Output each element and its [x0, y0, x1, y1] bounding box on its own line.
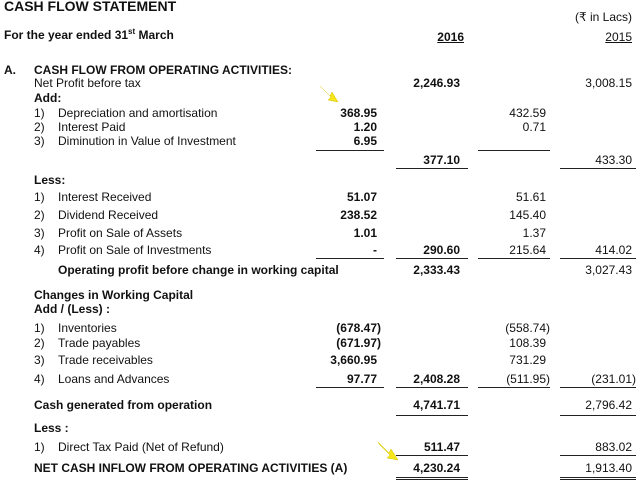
add-item-2016: 6.95 — [353, 134, 377, 148]
wc-item-num: 4) — [34, 372, 45, 386]
net-profit-2015: 3,008.15 — [585, 76, 632, 90]
arrow-shape — [378, 442, 398, 460]
less-item-2015: 51.61 — [515, 190, 546, 204]
section-title: CASH FLOW FROM OPERATING ACTIVITIES: — [34, 63, 292, 77]
wc-item-2015: (558.74) — [505, 321, 550, 335]
net-cash-2016: 4,230.24 — [413, 461, 460, 475]
op-profit-label: Operating profit before change in working capital — [58, 263, 339, 277]
less-total-2016: 290.60 — [423, 243, 460, 257]
wc-item-2016: 97.77 — [346, 372, 377, 386]
wc-item-label: Trade payables — [58, 336, 141, 350]
add-item-label: Interest Paid — [58, 120, 126, 134]
wc-item-label: Inventories — [58, 321, 117, 335]
less-item-2015: 145.40 — [509, 208, 546, 222]
less-item-2016: 1.01 — [353, 226, 377, 240]
less-item-label: Profit on Sale of Assets — [58, 226, 183, 240]
add-item-2015: 0.71 — [522, 120, 546, 134]
tax-2016: 511.47 — [423, 440, 460, 454]
wc-item-2015: 108.39 — [509, 336, 546, 350]
divider — [478, 387, 550, 388]
divider — [396, 479, 468, 480]
arrow-shape — [320, 86, 338, 102]
less-total-2015: 414.02 — [595, 243, 632, 257]
add-item-label: Diminution in Value of Investment — [58, 134, 236, 148]
less-item-num: 2) — [34, 208, 45, 222]
wc-item-2016: (678.47) — [336, 321, 381, 335]
less-item-num: 3) — [34, 226, 45, 240]
add-item-label: Depreciation and amortisation — [58, 106, 218, 120]
add-item-num: 1) — [34, 106, 45, 120]
period-label: For the year ended 31st March — [4, 27, 174, 42]
divider — [560, 415, 636, 416]
less-item-label: Profit on Sale of Investments — [58, 243, 212, 257]
net-profit-2016: 2,246.93 — [413, 76, 460, 90]
wc-item-num: 1) — [34, 321, 45, 335]
page-title: CASH FLOW STATEMENT — [4, 0, 177, 14]
arrow-icon — [376, 438, 400, 462]
less-item-2016: 51.07 — [346, 190, 377, 204]
cash-gen-label: Cash generated from operation — [34, 398, 213, 412]
wc-item-2015: (511.95) — [506, 372, 550, 386]
tax-2015: 883.02 — [595, 440, 632, 454]
wc-item-num: 2) — [34, 336, 45, 350]
year-previous: 2015 — [605, 30, 632, 44]
net-cash-label: NET CASH INFLOW FROM OPERATING ACTIVITIES (A) — [34, 461, 348, 475]
less-item-2015: 1.37 — [522, 226, 546, 240]
less-item-2016: - — [373, 243, 377, 257]
add-label: Add: — [34, 91, 62, 105]
add-item-num: 3) — [34, 134, 45, 148]
add-item-num: 2) — [34, 120, 45, 134]
wc-total-2016: 2,408.28 — [413, 372, 460, 386]
op-profit-2015: 3,027.43 — [585, 263, 632, 277]
wc-item-2015: 731.29 — [509, 353, 546, 367]
less2-label: Less : — [34, 421, 69, 435]
currency-note: (₹ in Lacs) — [575, 10, 632, 24]
add-item-2015: 432.59 — [509, 106, 546, 120]
tax-label: Direct Tax Paid (Net of Refund) — [58, 440, 224, 454]
divider — [560, 387, 636, 388]
less-item-2015: 215.64 — [509, 243, 546, 257]
wc-item-label: Trade receivables — [58, 353, 153, 367]
divider — [478, 258, 550, 259]
divider — [396, 258, 468, 259]
wc-item-2016: (671.97) — [336, 336, 381, 350]
less-label: Less: — [34, 173, 66, 187]
section-letter: A. — [4, 63, 16, 77]
divider — [316, 150, 384, 151]
divider — [560, 455, 636, 456]
add-item-2016: 368.95 — [340, 106, 377, 120]
op-profit-2016: 2,333.43 — [413, 263, 460, 277]
less-item-2016: 238.52 — [340, 208, 377, 222]
cash-gen-2015: 2,796.42 — [585, 398, 632, 412]
less-item-num: 1) — [34, 190, 45, 204]
add-item-2016: 1.20 — [353, 120, 377, 134]
add-total-2016: 377.10 — [423, 153, 460, 167]
less-item-label: Interest Received — [58, 190, 152, 204]
divider — [560, 477, 636, 478]
less-item-num: 4) — [34, 243, 45, 257]
net-cash-2015: 1,913.40 — [585, 461, 632, 475]
arrow-icon — [318, 82, 340, 104]
wc-item-num: 3) — [34, 353, 45, 367]
add-total-2015: 433.30 — [595, 153, 632, 167]
divider — [396, 168, 468, 169]
wc-item-label: Loans and Advances — [58, 372, 170, 386]
year-current: 2016 — [437, 30, 464, 44]
wc-total-2015: (231.01) — [591, 372, 636, 386]
cash-gen-2016: 4,741.71 — [413, 398, 460, 412]
divider — [316, 387, 384, 388]
divider — [396, 455, 468, 456]
tax-num: 1) — [34, 440, 45, 454]
divider — [396, 415, 468, 416]
wc-sub: Add / (Less) : — [34, 302, 111, 316]
wc-title: Changes in Working Capital — [34, 288, 194, 302]
divider — [478, 150, 550, 151]
divider — [316, 258, 384, 259]
divider — [560, 168, 636, 169]
divider — [396, 477, 468, 478]
divider — [396, 387, 468, 388]
wc-item-2016: 3,660.95 — [330, 353, 377, 367]
divider — [560, 479, 636, 480]
divider — [560, 258, 636, 259]
net-profit-label: Net Profit before tax — [34, 76, 141, 90]
less-item-label: Dividend Received — [58, 208, 159, 222]
